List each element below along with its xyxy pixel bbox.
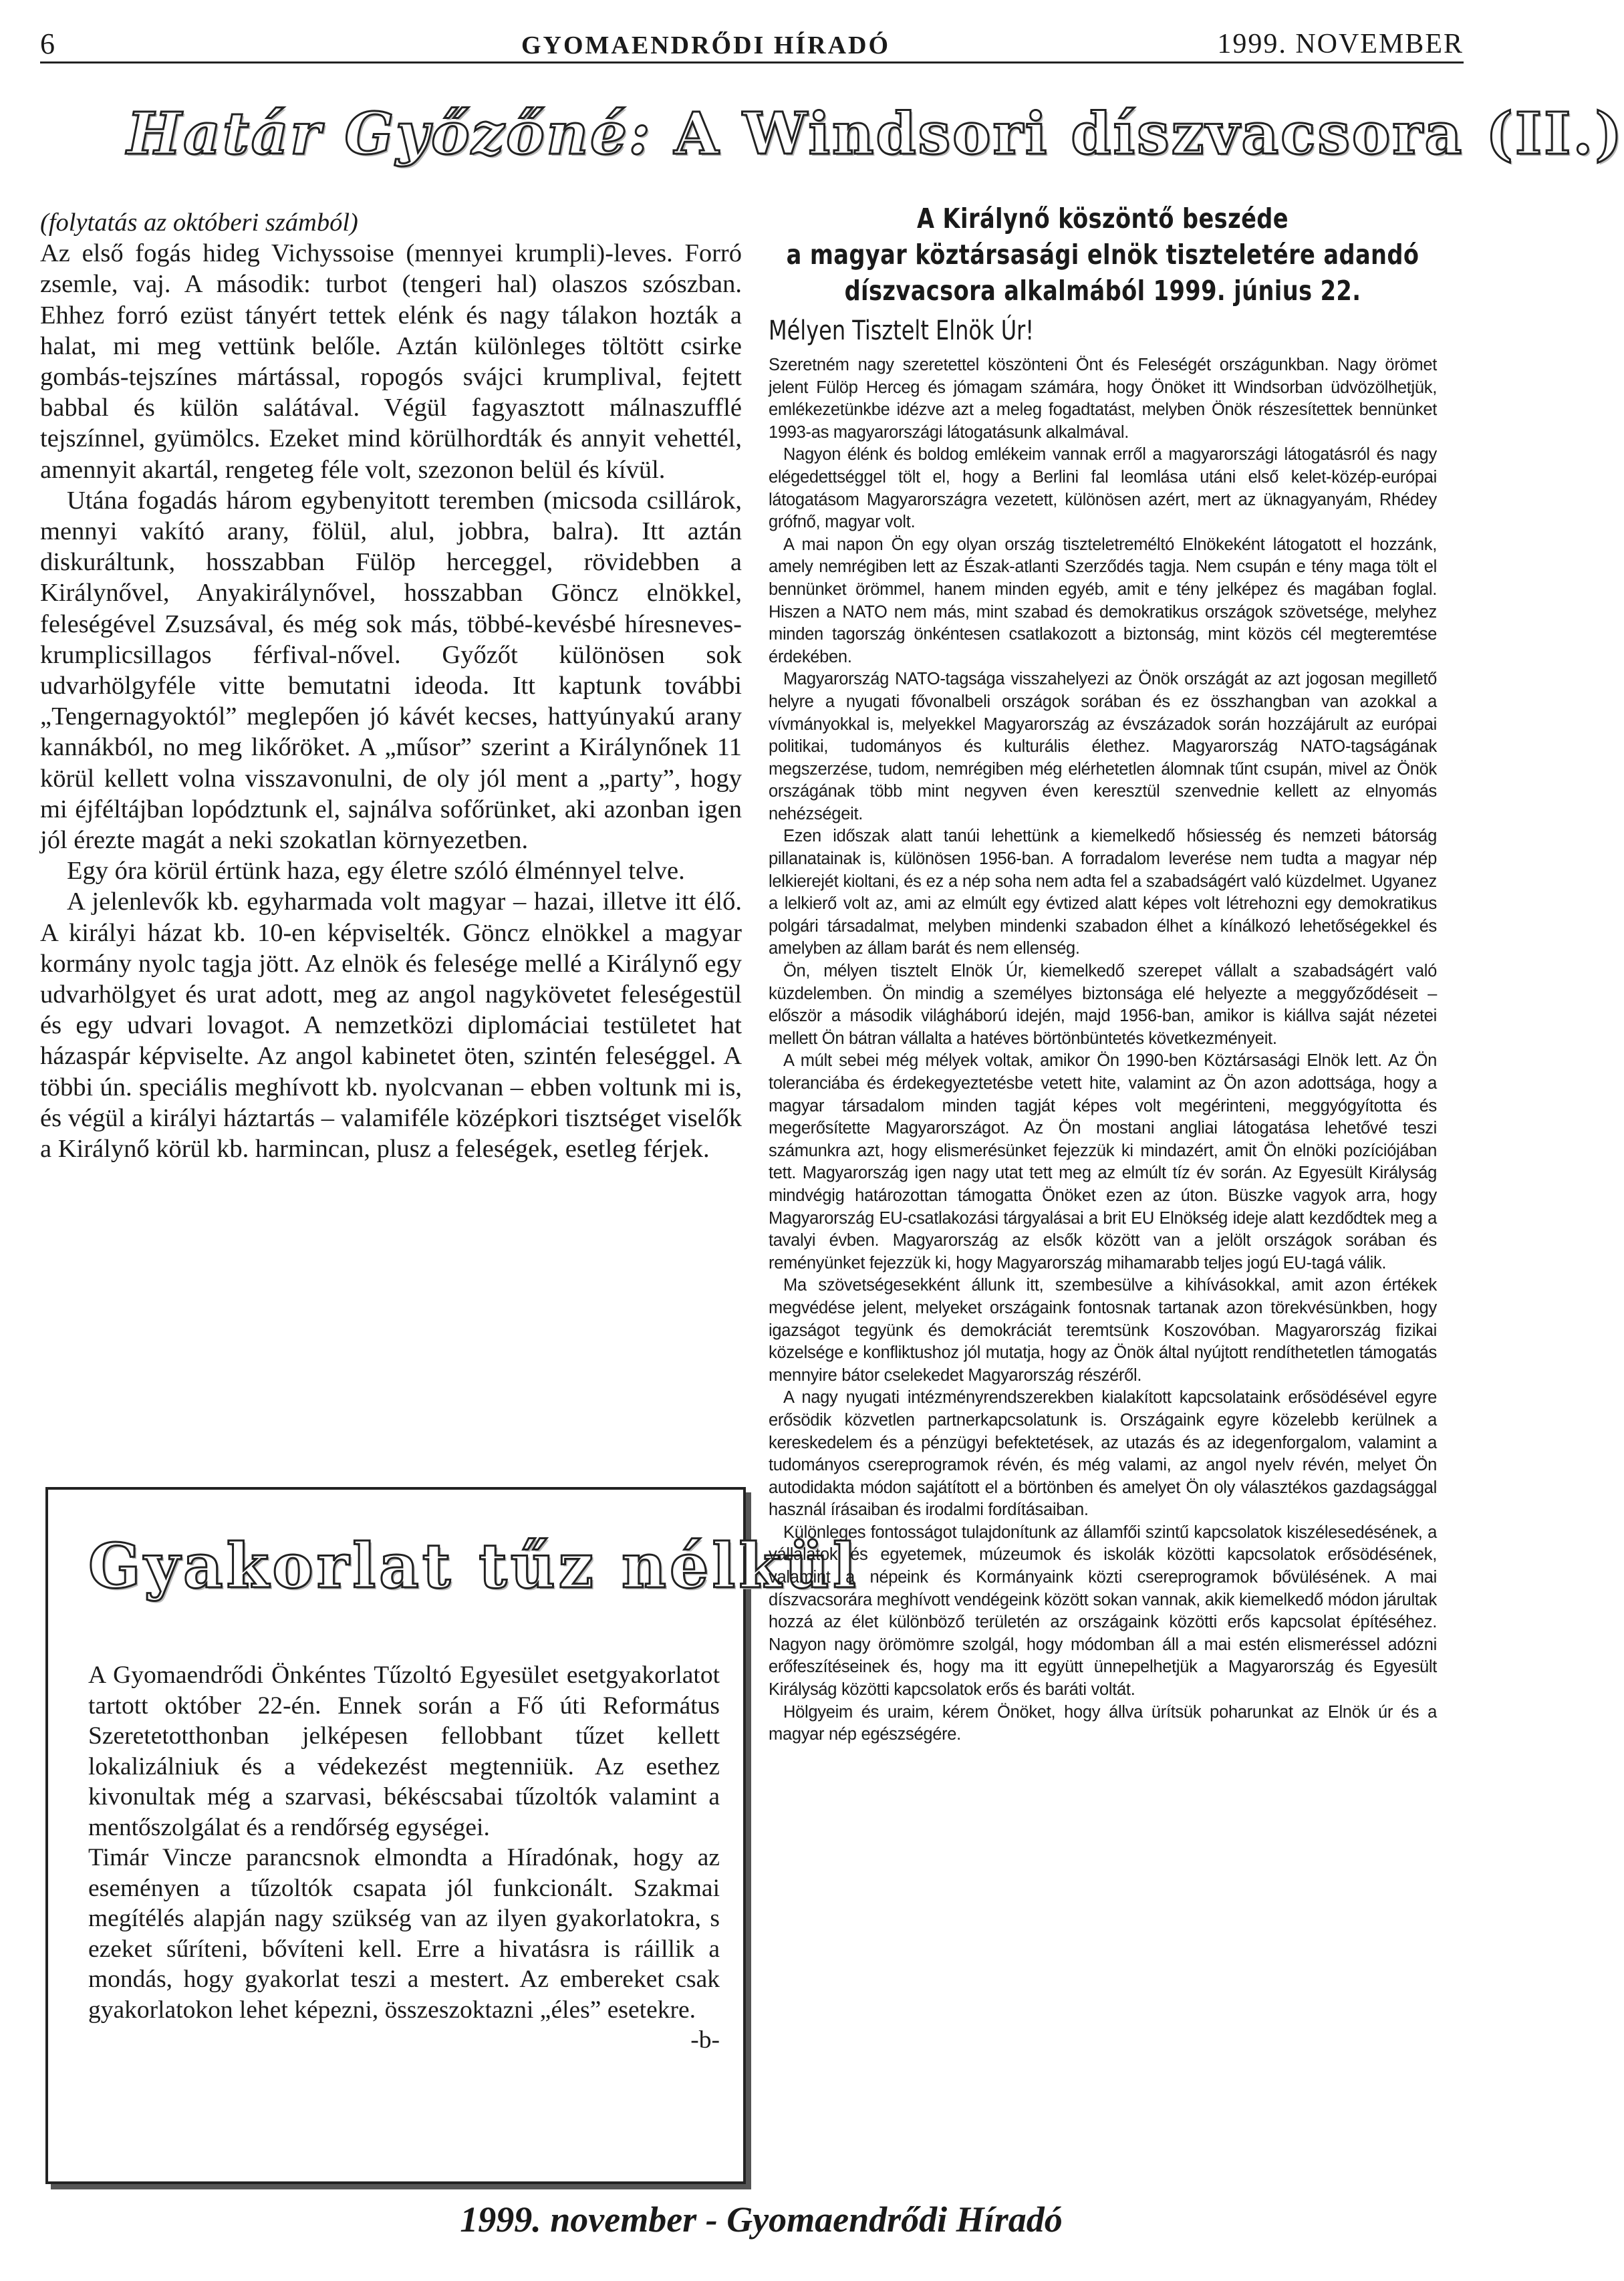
speech-paragraph: Ma szövetségesekként állunk itt, szembesülve a kihívásokkal, amit azon értékek megvédése jelent, melyeket országaink fontosnak tartanak azon törekvésünkben, hogy igazságot tegyünk és demokráciát teremtsünk Koszovóban. Magyarország fizikai közelsége e konfliktushoz jól mutatja, hogy az Önök által nyújtott rendíthetetlen támogatás mennyire bátor cselekedet Magyarország részéről. (769, 1276, 1437, 1385)
speech-heading-line: A Királynő köszöntő beszéde (917, 203, 1289, 235)
speech-heading-line: a magyar köztársasági elnök tiszteletére adandó (786, 239, 1419, 271)
article-author: Határ Győzőné: (127, 100, 652, 168)
speech-body (769, 354, 1437, 1746)
page-header (40, 27, 1464, 63)
news-box (45, 1487, 859, 2184)
speech-paragraph: A mai napon Ön egy olyan ország tiszteletreméltó Elnökeként látogatott el hozzánk, amely nemrégiben lett az Észak-atlanti Szerződés tagja. Nem csupán e tény maga tölt el bennünket örömmel, hanem minden egyéb, amit e tény jelképez és magában foglal. Hiszen a NATO nem más, mint szabad és demokratikus országok szövetsége, melyhez minden tagország önkéntesen csatlakozott a biztonság, mint közös cél megteremtése érdekében. (769, 535, 1437, 666)
speech-paragraph: Ezen időszak alatt tanúi lehettünk a kiemelkedő hősiesség és nemzeti bátorság pillanatainak is, különösen 1956-ban. A forradalom leverése nem tudta a magyar nép lelkierejét kioltani, és ez a nép soha nem adta fel a szabadságért való küzdelmet. Ugyanez a lelkierő volt az, ami az elmúlt egy évtized alatt képes volt létrehozni egy demokratikus polgári társadalmat, melyben mindenki szabadon élhet a kínálkozó lehetőségekkel és amelyben az állam barát és nem ellenség. (769, 827, 1437, 958)
speech-paragraph: A nagy nyugati intézményrendszerekben kialakított kapcsolataink erősödésével egyre erősödik közvetlen partnerkapcsolatunk is. Országaink egyre közelebb kerülnek a kereskedelem és a pénzügyi befektetések, az utazás és az idegenforgalom, valamint a tudományos csereprogramok révén, és még valami, az angol nyelv révén, melyet Ön autodidakta módon sajátított el a börtönben és amelyet Ön oly választékos gazdagsággal használ írásaiban és irodalmi fordításaiban. (769, 1388, 1437, 1520)
speech-paragraph: A múlt sebei még mélyek voltak, amikor Ön 1990-ben Köztársasági Elnök lett. Az Ön toleranciába és érdekegyeztetésbe vetett hite, valamint az Ön azon adottsága, hogy a magyar társadalom minden tagját képes volt megérinteni, meggyógyította és megerősítette Magyarországot. Az Ön mostani angliai látogatása lehetővé teszi számunkra azt, hogy elismerésünket fejezzük ki mindazért, amit Ön elnöki pozíciójában tett. Magyarország igen nagy utat tett meg az elmúlt tíz év során. Az Egyesült Királyság mindvégig határozottan támogatta Önöket ezen az úton. Büszke vagyok arra, hogy Magyarország EU-csatlakozási tárgyalásai a brit EU Elnökség ideje alatt kezdődtek meg a tavalyi évben. Magyarország az elsők között van a jelölt országok sorában és reményünket fejezzük ki, hogy Magyarország mihamarabb teljes jogú EU-tagá válik. (769, 1051, 1437, 1272)
speech-paragraph: Magyarország NATO-tagsága visszahelyezi az Önök országát az azt jogosan megillető helyre a nyugati fővonalbeli országok sorában és ez összhangban van azokkal a vívmányokkal is, melyekkel Magyarország az évszázadok során hozzájárult az európai politikai, tudományos és kulturális élethez. Magyarország NATO-tagságának megszerzése, tudom, nemrégiben még elérhetetlen álomnak tűnt csupán, mivel az Önök országának több mint negyven éven keresztül szenvednie kellett az elnyomás nehézségeit. (769, 670, 1437, 823)
box-paragraph: Timár Vincze parancsnok elmondta a Híradónak, hogy az eseményen a tűzoltók csapata jól funkcionált. Szakmai megítélés alapján nagy szükség van az ilyen gyakorlatokra, s ezeket sűríteni, bővíteni kell. Erre a hivatásra is ráillik a mondás, hogy gyakorlat teszi a mestert. Az embereket csak gyakorlatokon lehet képezni, összeszoktazni „éles” esetekre. (88, 1844, 720, 2024)
article-paragraph: Egy óra körül értünk haza, egy életre szóló élménnyel telve. (67, 857, 685, 886)
page-footer: 1999. november - Gyomaendrődi Híradó (460, 2199, 1063, 2240)
article-paragraph: Utána fogadás három egybenyitott teremben (micsoda csillárok, mennyi vakító arany, fölül, alul, jobbra, balra). Itt aztán diskuráltunk, hosszabban Fülöp herceggel, rövidebben a Királynővel, Anyakirálynővel, hosszabban Göncz elnökkel, feleségével Zsuzsával, és még sok más, többé-kevésbé híresneves-krumplicsillagos férfival-nővel. Győzőt különösen sok udvarhölgyféle vitte bemutatni ideoda. Itt kaptunk további „Tengernagyoktól” meglepően jó kávét kecses, hattyúnyakú arany kannákból, no meg likőröket. A „műsor” szerint a Királynőnek 11 körül kellett volna visszavonulni, de oly jól ment a „party”, hogy mi éjféltájban lopództunk el, sajnálva sofőrünket, aki azonban igen jól érezte magát a neki szokatlan környezetben. (40, 486, 742, 855)
speech-paragraph: Nagyon élénk és boldog emlékeim vannak erről a magyarországi látogatásról és nagy elégedettséggel tölt el, hogy a Berlini fal leomlása utáni első kelet-közép-európai látogatásom Magyarországra vezetett, különösen azért, mert az üknagyanyám, Rhédey grófnő, magyar volt. (769, 445, 1437, 532)
speech-paragraph: Ön, mélyen tisztelt Elnök Úr, kiemelkedő szerepet vállalt a szabadságért való küzdelemben. Ön mindig a személyes biztonsága elé helyezte a meggyőződéseit – először a második világháború idején, majd 1956-ban, amikor is kiállva saját nézetei mellett Ön bátran vállalta a hatéves börtönbüntetés következményeit. (769, 962, 1437, 1048)
right-column-speech (769, 200, 1437, 1746)
speech-heading (769, 200, 1437, 309)
speech-paragraph: Hölgyeim és uraim, kérem Önöket, hogy állva ürítsük poharunkat az Elnök úr és a magyar nép egészségére. (769, 1702, 1437, 1744)
issue-date: 1999. NOVEMBER (1217, 29, 1464, 59)
box-title: Gyakorlat tűz nélkül (88, 1530, 859, 1602)
speech-heading-line: díszvacsora alkalmából 1999. június 22. (844, 275, 1361, 307)
article-title (127, 100, 1624, 168)
speech-salutation: Mélyen Tisztelt Elnök Úr! (769, 315, 1035, 346)
newspaper-name: GYOMAENDRŐDI HÍRADÓ (521, 31, 891, 59)
box-signature: -b- (690, 2026, 720, 2054)
box-paragraph: A Gyomaendrődi Önkéntes Tűzoltó Egyesület esetgyakorlatot tartott október 22-én. Ennek során a Fő úti Református Szeretetotthonban jelképesen fellobbant tűzet kellett lokalizálniuk és a védekezést megtenniük. Az esethez kivonultak még a szarvasi, békéscsabai tűzoltók valamint a mentőszolgálat és a rendőrség egységei. (88, 1661, 720, 1841)
left-column-article (40, 207, 742, 1164)
continuation-note: (folytatás az októberi számból) (40, 209, 358, 237)
article-paragraph: Az első fogás hideg Vichyssoise (mennyei krumpli)-leves. Forró zsemle, vaj. A második: turbot (tengeri hal) olaszos szószban. Ehhez forró ezüst tányért tettek elénk és nagy tálakon hozták a halat, mi meg vettünk belőle. Aztán különleges töltött csirke gombás-tejszínes mártással, ropogós svájci krumplival, fejtett babbal és külön salátával. Végül fagyasztott málnaszufflé tejszínnel, gyümölcs. Ezeket mind körülhordták és annyit vehettél, amennyit akartál, rengeteg féle volt, szezonon belül és kívül. (40, 239, 742, 484)
article-title-text: A Windsori díszvacsora (II.) (674, 100, 1624, 168)
article-paragraph: A jelenlevők kb. egyharmada volt magyar – hazai, illetve itt élő. A királyi házat kb. 10-en képviselték. Göncz elnökkel a magyar kormány nyolc tagja jött. Az elnök és felesége mellé a Királynő egy udvarhölgyet és urat adott, meg az angol nagykövetet feleségestül és egy udvari lovagot. A nemzetközi diplomáciai testületet hat házaspár képviselte. Az angol kabinetet öten, szintén feleséggel. A többi ún. speciális meghívott kb. nyolcvanan – ebben voltunk mi is, és végül a királyi háztartás – valamiféle középkori tisztséget viselők a Királynő körül kb. harmincan, plusz a feleségek, esetleg férjek. (40, 888, 742, 1164)
page-number: 6 (40, 27, 55, 60)
speech-paragraph: Különleges fontosságot tulajdonítunk az államfői szintű kapcsolatok kiszélesedésének, a vállalatok és egyetemek, múzeumok és iskolák közötti kapcsolatok erősödésének, valamint a népeink és Kormányaink közti csereprogramok bővülésének. A mai díszvacsorára meghívott vendégeink között sokan vannak, akik kiemelkedő módon járultak hozzá az élet különböző területén az országaink közötti erős kapcsolat építéséhez. Nagyon nagy örömömre szolgál, hogy módomban áll a mai estén elismeréssel adózni erőfeszítéseinek és, hogy ma itt együtt ünnepelhetjük a Magyarország és Egyesült Királyság közötti kapcsolatok erős és baráti voltát. (769, 1522, 1437, 1700)
speech-paragraph: Szeretném nagy szeretettel köszönteni Önt és Feleségét országunkban. Nagy örömet jelent Fülöp Herceg és jómagam számára, hogy Önöket itt Windsorban üdvözölhetjük, emlékezetünkbe idézve azt a meleg fogadtatást, melyben Önök részesítettek bennünket 1993-as magyarországi látogatásunk alkalmával. (769, 356, 1437, 442)
box-body (88, 1660, 720, 2056)
